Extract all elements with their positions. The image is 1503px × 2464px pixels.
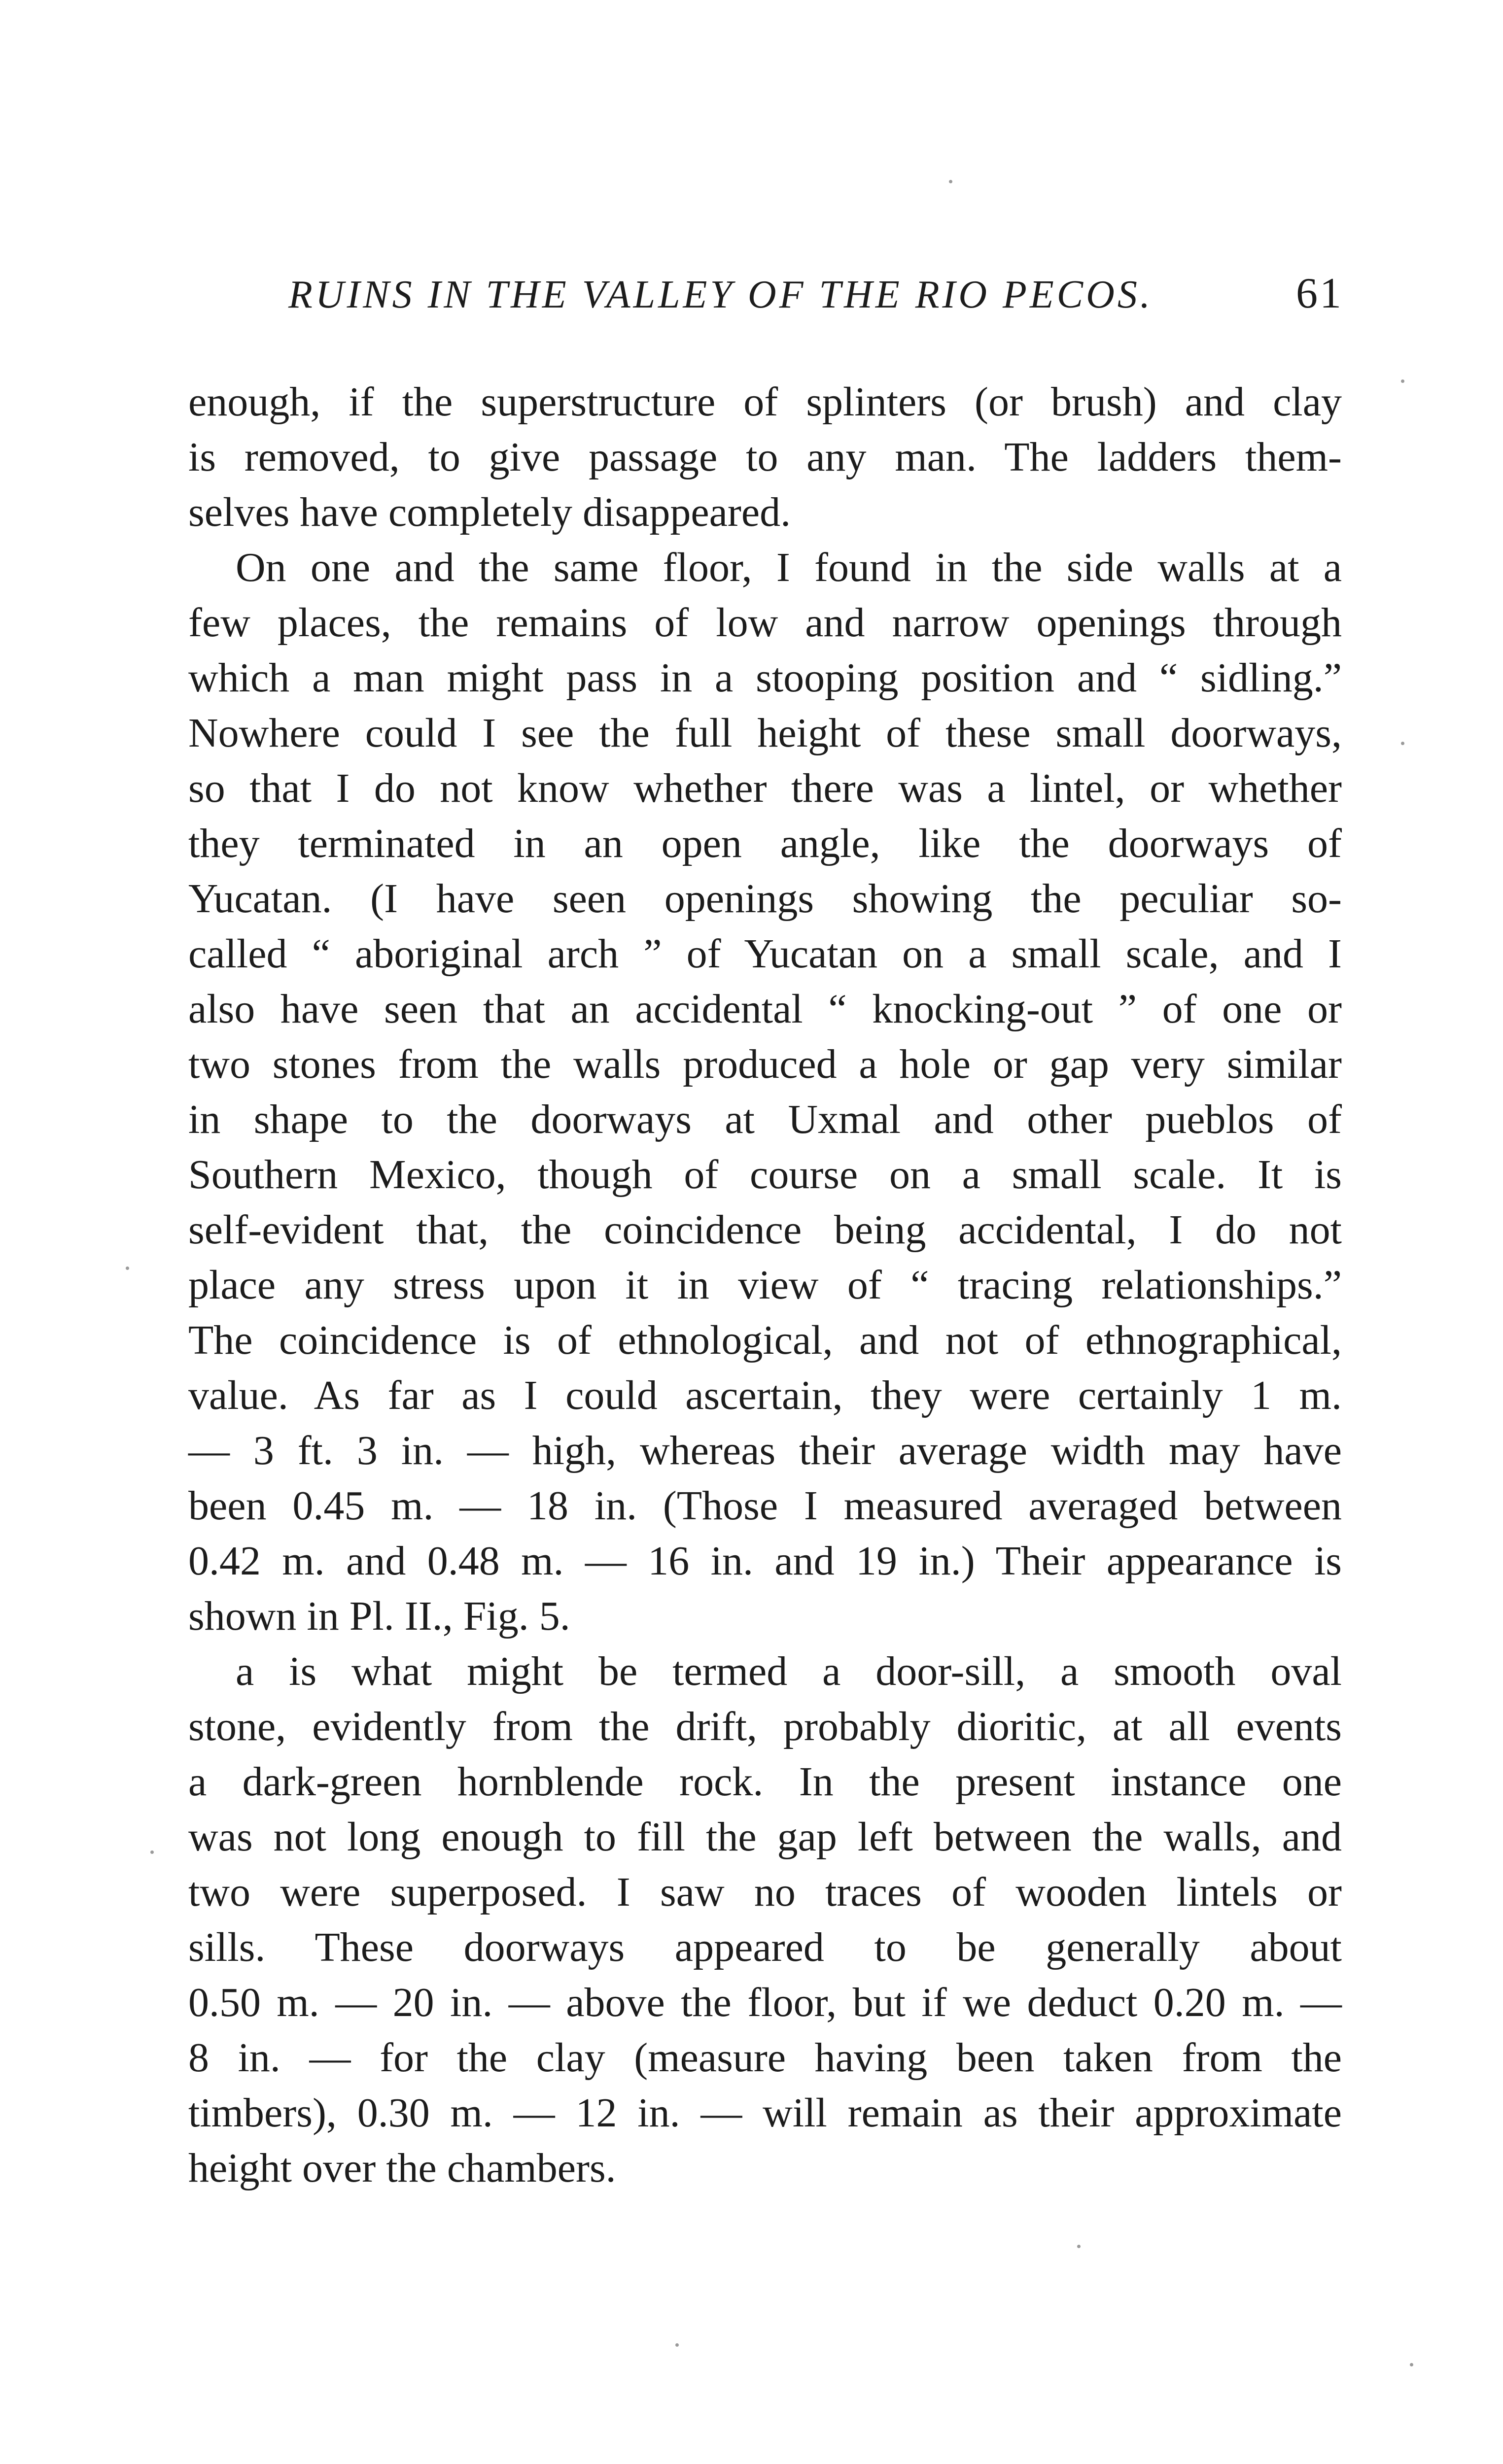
page-number: 61 xyxy=(1296,270,1343,317)
text-line: also have seen that an accidental “ knocking-out ” of one or xyxy=(188,986,1342,1032)
text-line: self-evident that, the coincidence being accidental, I do not xyxy=(188,1207,1342,1253)
paragraph-1 xyxy=(188,375,1342,540)
text-line: they terminated in an open angle, like the doorways of xyxy=(188,821,1342,866)
text-line: is removed, to give passage to any man. The ladders them- xyxy=(188,434,1342,480)
text-line: value. As far as I could ascertain, they were certainly 1 m. xyxy=(188,1372,1342,1418)
text-line: 0.42 m. and 0.48 m. — 16 in. and 19 in.) Their appearance is xyxy=(188,1538,1342,1584)
text-line: place any stress upon it in view of “ tracing relationships.” xyxy=(188,1262,1342,1308)
text-line: 8 in. — for the clay (measure having been taken from the xyxy=(188,2035,1342,2081)
text-line: 0.50 m. — 20 in. — above the floor, but if we deduct 0.20 m. — xyxy=(188,1980,1342,2025)
text-line: a dark-green hornblende rock. In the present instance one xyxy=(188,1759,1342,1805)
running-head xyxy=(288,269,1343,328)
text-line: Yucatan. (I have seen openings showing the peculiar so- xyxy=(188,876,1342,922)
scan-speck xyxy=(150,1850,154,1854)
scan-speck xyxy=(126,1266,129,1270)
text-line: timbers), 0.30 m. — 12 in. — will remain as their approximate xyxy=(188,2090,1342,2136)
text-line: On one and the same floor, I found in the side walls at a xyxy=(236,545,1342,590)
text-line: two stones from the walls produced a hole or gap very similar xyxy=(188,1041,1342,1087)
scan-speck xyxy=(675,2343,679,2347)
text-line: in shape to the doorways at Uxmal and other pueblos of xyxy=(188,1096,1342,1142)
text-line: height over the chambers. xyxy=(188,2145,616,2191)
body-text xyxy=(188,375,1342,2196)
text-line: The coincidence is of ethnological, and not of ethnographical, xyxy=(188,1317,1342,1363)
text-line: Nowhere could I see the full height of these small doorways, xyxy=(188,710,1342,756)
text-line: enough, if the superstructure of splinters (or brush) and clay xyxy=(188,379,1342,425)
scan-speck xyxy=(1410,2363,1413,2366)
scan-speck xyxy=(1401,379,1404,383)
text-line: called “ aboriginal arch ” of Yucatan on a small scale, and I xyxy=(188,931,1342,977)
text-line: stone, evidently from the drift, probably dioritic, at all events xyxy=(188,1704,1342,1749)
text-line: Southern Mexico, though of course on a small scale. It is xyxy=(188,1152,1342,1198)
running-head-title: RUINS IN THE VALLEY OF THE RIO PECOS. xyxy=(288,273,1153,316)
paragraph-2 xyxy=(188,540,1342,1644)
text-line: been 0.45 m. — 18 in. (Those I measured averaged between xyxy=(188,1483,1342,1529)
paragraph-3 xyxy=(188,1644,1342,2196)
scan-speck xyxy=(949,180,952,183)
text-line: — 3 ft. 3 in. — high, whereas their average width may have xyxy=(188,1428,1342,1473)
text-line: so that I do not know whether there was a lintel, or whether xyxy=(188,765,1342,811)
text-line: was not long enough to fill the gap left between the walls, and xyxy=(188,1814,1342,1860)
text-line: few places, the remains of low and narrow openings through xyxy=(188,600,1342,646)
scan-speck xyxy=(1077,2245,1081,2248)
text-line: sills. These doorways appeared to be generally about xyxy=(188,1924,1342,1970)
text-line: a is what might be termed a door-sill, a smooth oval xyxy=(236,1648,1342,1694)
text-line: which a man might pass in a stooping position and “ sidling.” xyxy=(188,655,1342,701)
scan-speck xyxy=(1401,742,1404,745)
text-line: two were superposed. I saw no traces of wooden lintels or xyxy=(188,1869,1342,1915)
text-line: shown in Pl. II., Fig. 5. xyxy=(188,1593,570,1639)
text-line: selves have completely disappeared. xyxy=(188,489,791,535)
